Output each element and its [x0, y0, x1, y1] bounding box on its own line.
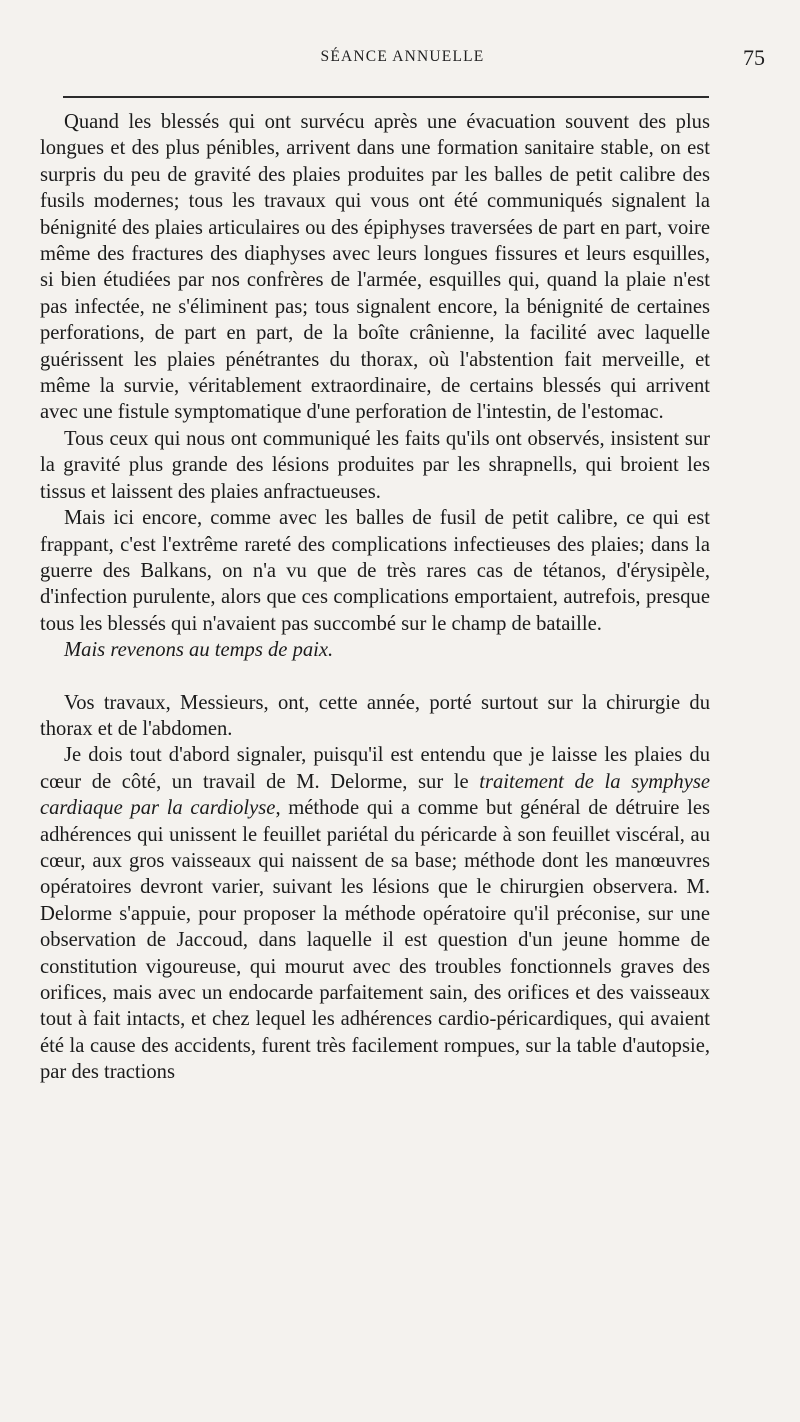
page-number: 75: [743, 45, 765, 70]
paragraph-5-italic-title: traitement de la symphyse cardiaque par la cardiolyse: [40, 770, 710, 820]
paragraph-5: [40, 742, 710, 1085]
transition-line: [40, 637, 710, 663]
running-title: SÉANCE ANNUELLE: [320, 48, 485, 65]
paragraph-3: Mais ici encore, comme avec les balles de fusil de petit calibre, ce qui est frappant, c'est l'extrême rareté des complications infectieuses des plaies; dans la guerre des Balkans, on n'a vu que de très rares cas de tétanos, d'érysipèle, d'infection purulente, alors que ces complications emportaient, autrefois, presque tous les blessés qui n'avaient pas succombé sur le champ de bataille.: [40, 507, 710, 635]
body-text: [40, 109, 710, 1086]
header-rule: [63, 96, 709, 98]
paragraph-2: Tous ceux qui nous ont communiqué les faits qu'ils ont observés, insistent sur la gravité plus grande des lésions produites par les shrapnells, qui broient les tissus et laissent des plaies anfractueuses.: [40, 427, 710, 503]
paragraph-5-start: Je dois tout d'abord signaler, puisqu'il est entendu que je laisse les plaies du cœur de côté, un travail de M. Delorme, sur le: [40, 744, 710, 793]
paragraph-5-rest: , méthode qui a comme but général de détruire les adhérences qui unissent le feuillet pariétal du péricarde à son feuillet viscéral, au cœur, aux gros vaisseaux qui naissent de sa base; méthode dont les manœuvres opératoires devront varier, suivant les lésions que le chirurgien observera. M. Delorme s'appuie, pour proposer la méthode opératoire qu'il préconise, sur une observation de Jaccoud, dans laquelle il est question d'un jeune homme de constitution vigoureuse, qui mourut avec des troubles fonctionnels graves des orifices, mais avec un endocarde parfaitement sain, des orifices et des vaisseaux tout à fait intacts, et chez lequel les adhérences cardio-péricardiques, qui avaient été la cause des accidents, furent très facilement rompues, sur la table d'autopsie, par des tractions: [40, 797, 710, 1084]
transition-italic: Mais revenons au temps de paix.: [64, 639, 334, 662]
running-header: [40, 45, 765, 78]
paragraph-1: Quand les blessés qui ont survécu après une évacuation souvent des plus longues et des plus pénibles, arrivent dans une formation sanitaire stable, on est surpris du peu de gravité des plaies produites par les balles de petit calibre des fusils modernes; tous les travaux qui vous ont été communiqués signalent la bénignité des plaies articulaires ou des épiphyses traversées de part en part, voire même des fractures des diaphyses avec leurs longues fissures et leurs esquilles, si bien étudiées par nos confrères de l'armée, esquilles qui, quand la plaie n'est pas infectée, ne s'éliminent pas; tous signalent encore, la bénignité de certaines perforations, de part en part, de la boîte crânienne, la facilité avec laquelle guérissent les plaies pénétrantes du thorax, où l'abstention fait merveille, et même la survie, véritablement extraordinaire, de certains blessés qui arrivent avec une fistule symptomatique d'une perforation de l'intestin, de l'estomac.: [40, 111, 710, 424]
paragraph-4: Vos travaux, Messieurs, ont, cette année, porté surtout sur la chirurgie du thorax et de l'abdomen.: [40, 691, 710, 740]
